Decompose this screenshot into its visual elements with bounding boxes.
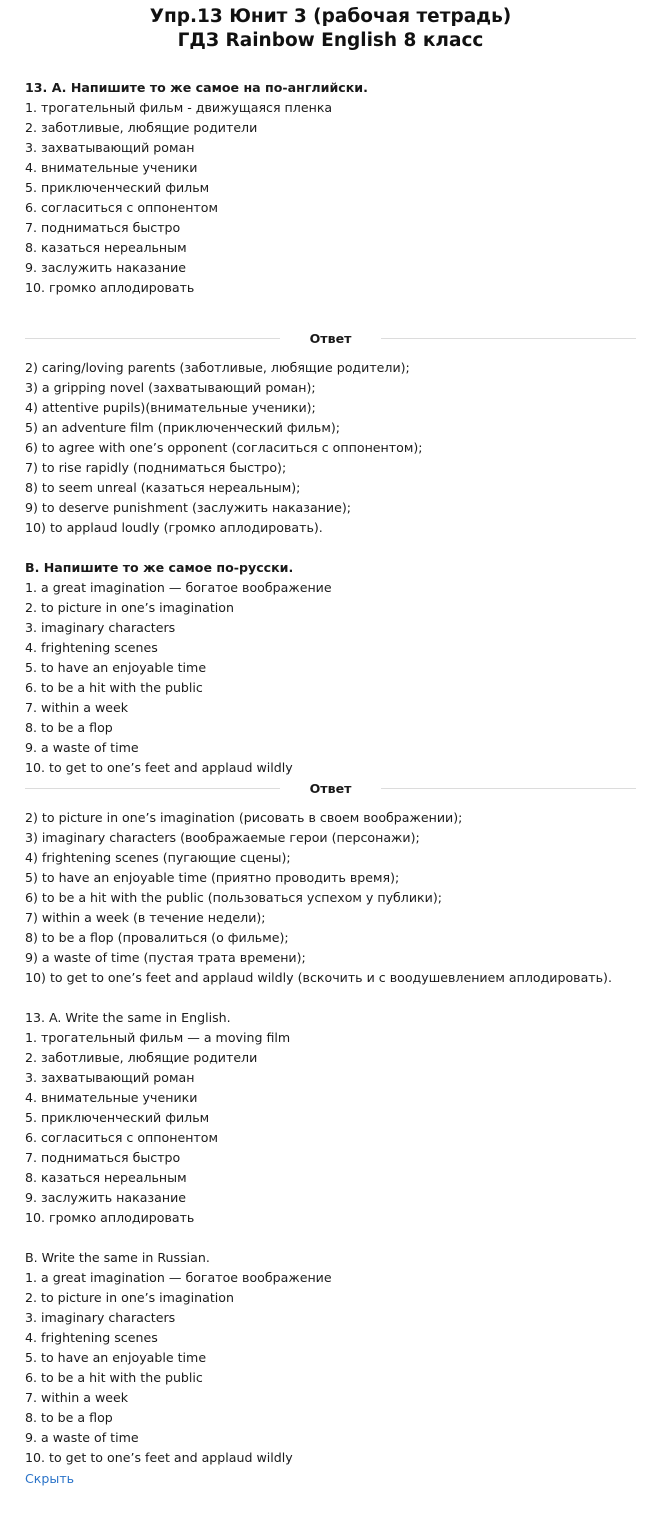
section-heading: B. Напишите то же самое по-русски. xyxy=(25,560,294,575)
answer-label: Ответ xyxy=(309,330,352,346)
answer-label: Ответ xyxy=(309,780,352,796)
section-a-list xyxy=(25,98,636,298)
list-item: 3. захватывающий роман xyxy=(25,140,195,155)
list-item: 10. to get to one’s feet and applaud wildly xyxy=(25,1450,293,1465)
list-item: 1. трогательный фильм - движущаяся пленка xyxy=(25,100,333,115)
list-item: 10) to applaud loudly (громко аплодировать). xyxy=(25,520,323,535)
list-item: 5) to have an enjoyable time (приятно проводить время); xyxy=(25,870,400,885)
list-item: 5. приключенческий фильм xyxy=(25,1110,210,1125)
title-line-2: ГДЗ Rainbow English 8 класс xyxy=(177,30,484,51)
list-item: 3) a gripping novel (захватывающий роман); xyxy=(25,380,316,395)
list-item: 7. подниматься быстро xyxy=(25,220,181,235)
list-item: 7. within a week xyxy=(25,1390,129,1405)
list-item: 8) to be a flop (провалиться (о фильме); xyxy=(25,930,289,945)
list-item: 9) a waste of time (пустая трата времени); xyxy=(25,950,306,965)
list-item: 10. громко аплодировать xyxy=(25,280,195,295)
list-item: 3. захватывающий роман xyxy=(25,1070,195,1085)
list-item: 8. казаться нереальным xyxy=(25,1170,187,1185)
list-item: 1. a great imagination — богатое воображение xyxy=(25,580,332,595)
list-item: 8. to be a flop xyxy=(25,720,113,735)
section-b-list xyxy=(25,578,636,778)
list-item: 3) imaginary characters (воображаемые герои (персонажи); xyxy=(25,830,420,845)
list-item: 7) within a week (в течение недели); xyxy=(25,910,266,925)
list-item: 7) to rise rapidly (подниматься быстро); xyxy=(25,460,287,475)
list-item: 4. frightening scenes xyxy=(25,1330,158,1345)
list-item: 10) to get to one’s feet and applaud wildly (вскочить и с воодушевлением аплодировать). xyxy=(25,970,612,985)
answer-a-list xyxy=(25,358,636,538)
list-item: 4. внимательные ученики xyxy=(25,1090,198,1105)
list-item: 2) caring/loving parents (заботливые, любящие родители); xyxy=(25,360,410,375)
page xyxy=(0,5,661,1531)
translation-b xyxy=(25,1248,636,1468)
answer-b-list xyxy=(25,808,636,968)
list-item: 6) to be a hit with the public (пользоваться успехом у публики); xyxy=(25,890,442,905)
section-heading: B. Write the same in Russian. xyxy=(25,1250,210,1265)
list-item: 6. согласиться с оппонентом xyxy=(25,1130,218,1145)
list-item: 8. to be a flop xyxy=(25,1410,113,1425)
list-item: 4. внимательные ученики xyxy=(25,160,198,175)
translation-b-list xyxy=(25,1268,636,1468)
list-item: 6. согласиться с оппонентом xyxy=(25,200,218,215)
list-item: 9. a waste of time xyxy=(25,740,139,755)
list-item: 2) to picture in one’s imagination (рисовать в своем воображении); xyxy=(25,810,463,825)
translation-a-list xyxy=(25,1028,636,1228)
list-item: 2. заботливые, любящие родители xyxy=(25,120,258,135)
list-item: 7. within a week xyxy=(25,700,129,715)
list-item: 4) attentive pupils)(внимательные ученики); xyxy=(25,400,316,415)
list-item: 2. to picture in one’s imagination xyxy=(25,600,234,615)
divider-rule-right xyxy=(381,338,636,339)
list-item: 5) an adventure film (приключенческий фильм); xyxy=(25,420,340,435)
page-title xyxy=(25,5,636,53)
divider-rule-left xyxy=(25,338,280,339)
title-line-1: Упр.13 Юнит 3 (рабочая тетрадь) xyxy=(149,6,512,27)
section-a xyxy=(25,78,636,298)
list-item: 5. to have an enjoyable time xyxy=(25,1350,207,1365)
list-item: 10. громко аплодировать xyxy=(25,1210,195,1225)
list-item: 9. заслужить наказание xyxy=(25,260,187,275)
translation-a xyxy=(25,1008,636,1228)
answer-b xyxy=(25,808,636,988)
list-item: 9. заслужить наказание xyxy=(25,1190,187,1205)
list-item: 4) frightening scenes (пугающие сцены); xyxy=(25,850,291,865)
answer-divider xyxy=(25,328,636,348)
section-heading: 13. A. Write the same in English. xyxy=(25,1010,231,1025)
divider-rule-left xyxy=(25,788,280,789)
section-heading: 13. A. Напишите то же самое на по-английски. xyxy=(25,80,368,95)
list-item: 9. a waste of time xyxy=(25,1430,139,1445)
list-item: 8. казаться нереальным xyxy=(25,240,187,255)
list-item: 2. to picture in one’s imagination xyxy=(25,1290,234,1305)
list-item: 10. to get to one’s feet and applaud wildly xyxy=(25,760,293,775)
answer-divider xyxy=(25,778,636,798)
list-item: 9) to deserve punishment (заслужить наказание); xyxy=(25,500,352,515)
list-item: 7. подниматься быстро xyxy=(25,1150,181,1165)
list-item: 6) to agree with one’s opponent (согласиться с оппонентом); xyxy=(25,440,423,455)
list-item: 6. to be a hit with the public xyxy=(25,680,203,695)
list-item: 3. imaginary characters xyxy=(25,620,176,635)
list-item: 3. imaginary characters xyxy=(25,1310,176,1325)
list-item: 1. a great imagination — богатое воображение xyxy=(25,1270,332,1285)
divider-rule-right xyxy=(381,788,636,789)
list-item: 1. трогательный фильм — a moving film xyxy=(25,1030,291,1045)
list-item: 8) to seem unreal (казаться нереальным); xyxy=(25,480,301,495)
list-item: 2. заботливые, любящие родители xyxy=(25,1050,258,1065)
hide-link[interactable]: Скрыть xyxy=(25,1471,75,1486)
section-b xyxy=(25,558,636,778)
list-item: 5. to have an enjoyable time xyxy=(25,660,207,675)
answer-a xyxy=(25,358,636,538)
list-item: 6. to be a hit with the public xyxy=(25,1370,203,1385)
list-item: 5. приключенческий фильм xyxy=(25,180,210,195)
list-item: 4. frightening scenes xyxy=(25,640,158,655)
